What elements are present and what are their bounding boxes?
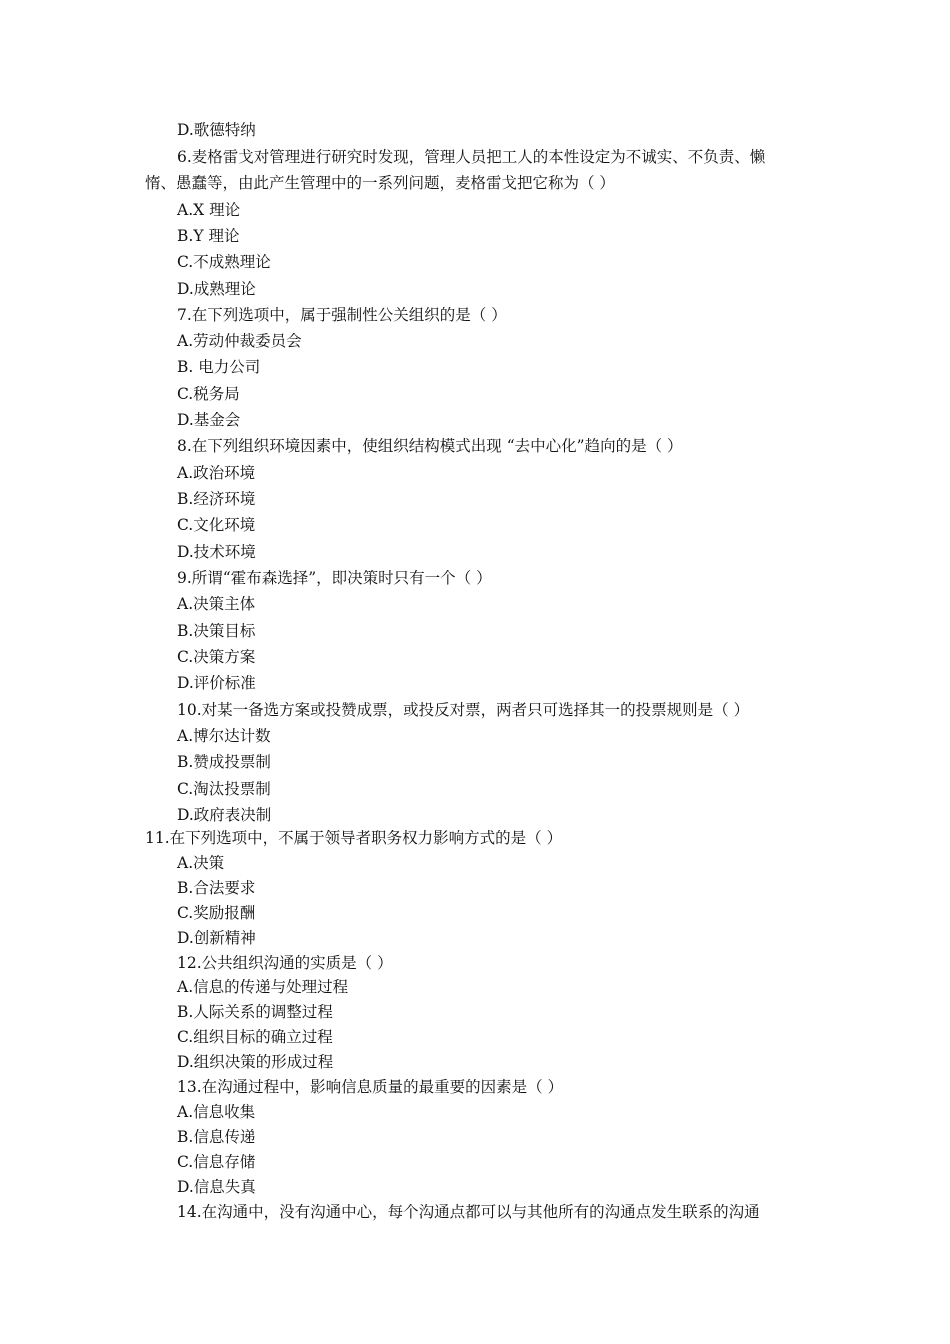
q10-option-d: D.政府表决制 — [177, 806, 272, 824]
q9-option-a: A.决策主体 — [177, 595, 256, 613]
q14-stem-line1: 14.在沟通中，没有沟通中心，每个沟通点都可以与其他所有的沟通点发生联系的沟通 — [177, 1203, 760, 1221]
q6-stem-line2: 惰、愚蠢等，由此产生管理中的一系列问题，麦格雷戈把它称为（ ） — [145, 174, 615, 192]
q7-option-c: C.税务局 — [177, 385, 240, 403]
q13-option-c: C.信息存储 — [177, 1153, 256, 1171]
q6-option-d: D.成熟理论 — [177, 280, 256, 298]
q12-option-b: B.人际关系的调整过程 — [177, 1003, 333, 1021]
q13-option-a: A.信息收集 — [177, 1103, 256, 1121]
q5-option-d: D.歌德特纳 — [177, 121, 256, 139]
q7-option-d: D.基金会 — [177, 411, 241, 429]
q9-option-b: B.决策目标 — [177, 622, 256, 640]
q7-stem: 7.在下列选项中，属于强制性公关组织的是（ ） — [177, 306, 507, 324]
q11-option-d: D.创新精神 — [177, 929, 256, 947]
q11-option-b: B.合法要求 — [177, 879, 256, 897]
q12-option-c: C.组织目标的确立过程 — [177, 1028, 333, 1046]
q7-option-a: A.劳动仲裁委员会 — [177, 332, 302, 350]
q8-option-b: B.经济环境 — [177, 490, 256, 508]
q10-option-b: B.赞成投票制 — [177, 753, 271, 771]
q9-option-c: C.决策方案 — [177, 648, 256, 666]
q7-option-b: B. 电力公司 — [177, 358, 261, 376]
q12-option-a: A.信息的传递与处理过程 — [177, 978, 349, 996]
q13-option-b: B.信息传递 — [177, 1128, 256, 1146]
q13-stem: 13.在沟通过程中，影响信息质量的最重要的因素是（ ） — [177, 1078, 564, 1096]
q12-stem: 12.公共组织沟通的实质是（ ） — [177, 954, 393, 972]
q6-option-c: C.不成熟理论 — [177, 253, 271, 271]
q11-stem: 11.在下列选项中，不属于领导者职务权力影响方式的是（ ） — [145, 829, 563, 847]
q8-option-d: D.技术环境 — [177, 543, 256, 561]
q8-option-c: C.文化环境 — [177, 516, 256, 534]
q10-option-c: C.淘汰投票制 — [177, 780, 271, 798]
q12-option-d: D.组织决策的形成过程 — [177, 1053, 334, 1071]
q13-option-d: D.信息失真 — [177, 1178, 256, 1196]
q9-option-d: D.评价标准 — [177, 674, 256, 692]
q6-option-a: A.X 理论 — [177, 201, 241, 219]
q8-option-a: A.政治环境 — [177, 464, 256, 482]
q9-stem: 9.所谓“霍布森选择”，即决策时只有一个（ ） — [177, 569, 492, 587]
q6-stem-line1: 6.麦格雷戈对管理进行研究时发现，管理人员把工人的本性设定为不诚实、不负责、懒 — [177, 148, 766, 166]
q6-option-b: B.Y 理论 — [177, 227, 240, 245]
q10-stem: 10.对某一备选方案或投赞成票，或投反对票，两者只可选择其一的投票规则是（ ） — [177, 701, 750, 719]
q10-option-a: A.博尔达计数 — [177, 727, 271, 745]
q11-option-a: A.决策 — [177, 854, 225, 872]
q11-option-c: C.奖励报酬 — [177, 904, 256, 922]
q8-stem: 8.在下列组织环境因素中，使组织结构模式出现 “去中心化”趋向的是（ ） — [177, 437, 683, 455]
